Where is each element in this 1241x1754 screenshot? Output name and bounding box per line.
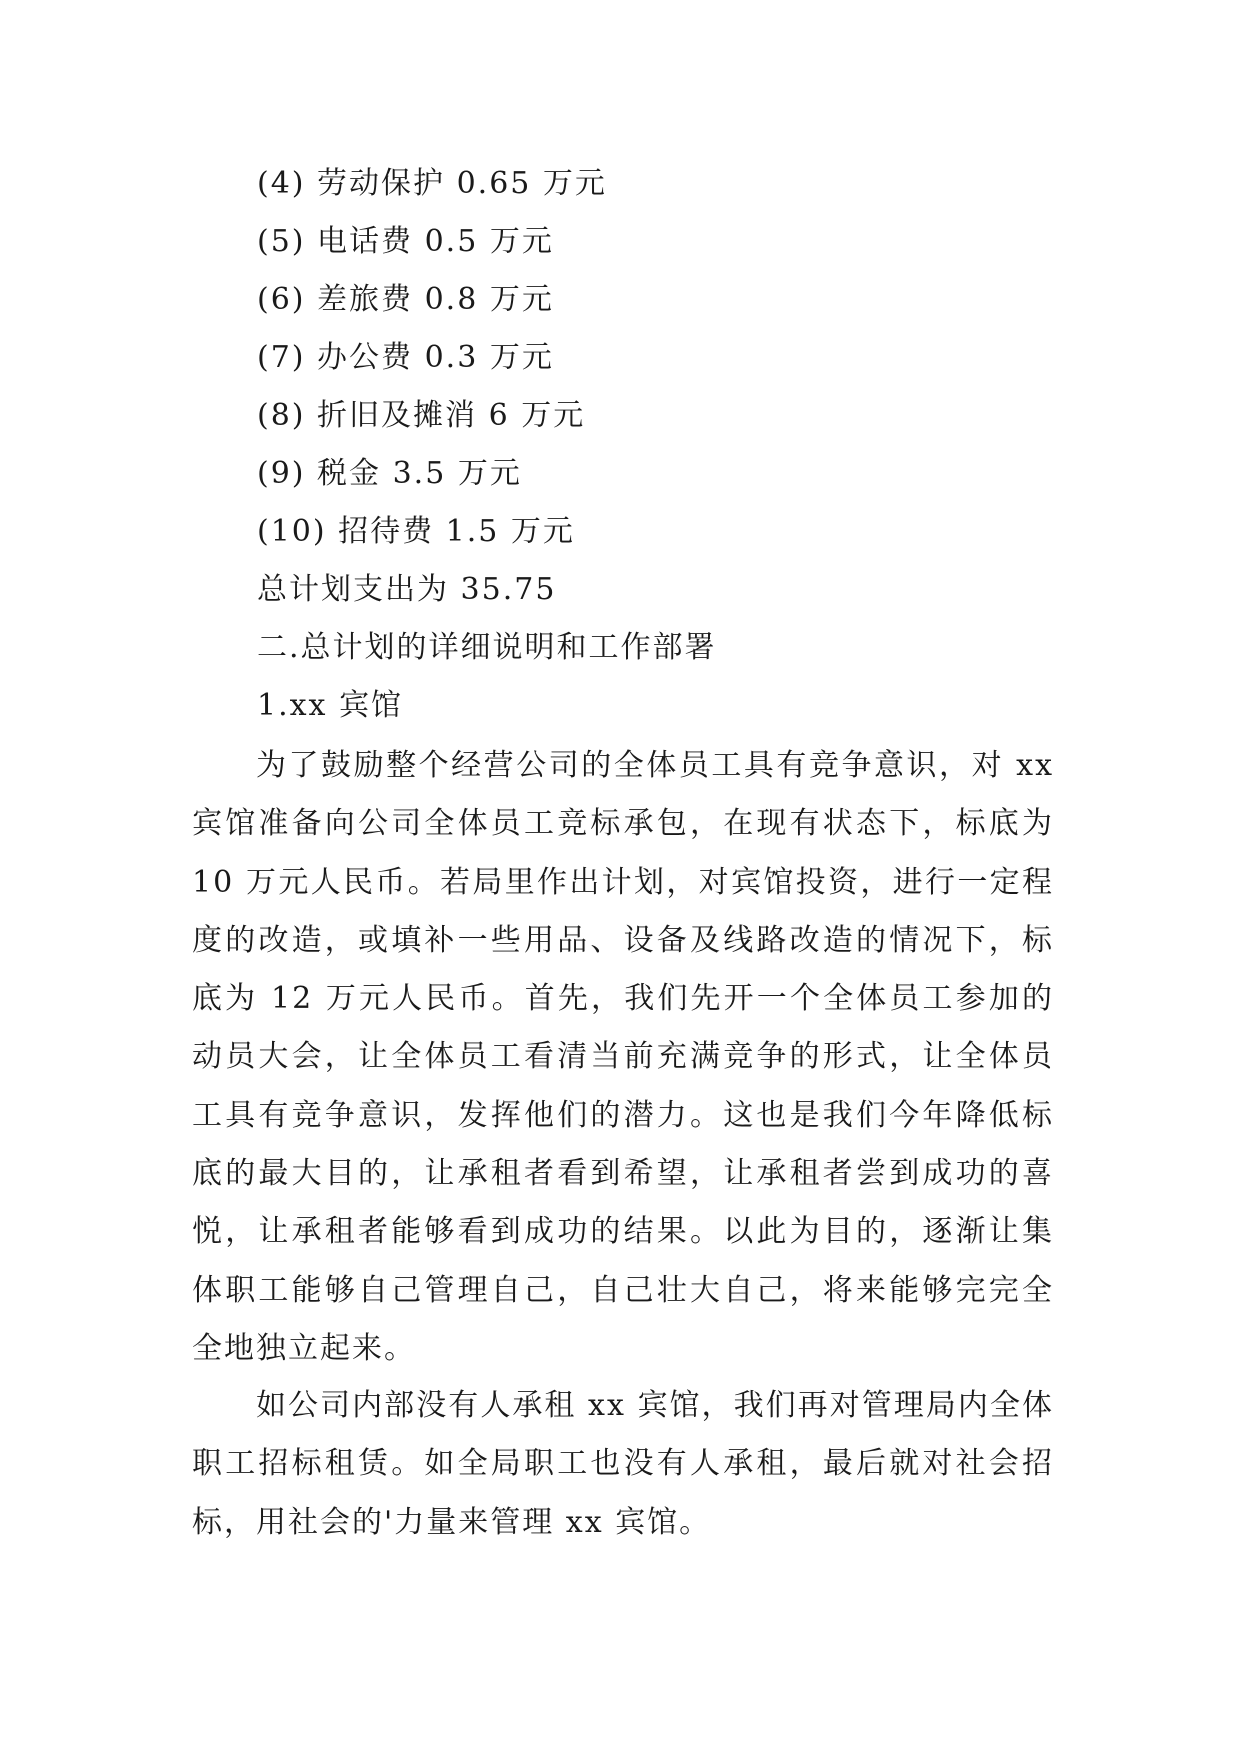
body-paragraph: 如公司内部没有人承租 xx 宾馆，我们再对管理局内全体职工招标租赁。如全局职工也没有人承租，最后就对社会招标，用社会的'力量来管理 xx 宾馆。 <box>192 1388 1054 1540</box>
list-item: (4) 劳动保护 0.65 万元 <box>257 166 607 201</box>
list-item: (7) 办公费 0.3 万元 <box>257 340 554 375</box>
list-item: (5) 电话费 0.5 万元 <box>257 224 554 259</box>
list-item: (9) 税金 3.5 万元 <box>257 456 522 491</box>
body-paragraph: 为了鼓励整个经营公司的全体员工具有竞争意识，对 xx 宾馆准备向公司全体员工竞标承包，在现有状态下，标底为 10 万元人民币。若局里作出计划，对宾馆投资，进行一定程度的改造，或填补一些用品、设备及线路改造的情况下，标底为 12 万元人民币。首先，我们先开一个全体员工参加的动员大会，让全体员工看清当前充满竞争的形式，让全体员工具有竞争意识，发挥他们的潜力。这也是我们今年降低标底的最大目的，让承租者看到希望，让承租者尝到成功的喜悦，让承租者能够看到成功的结果。以此为目的，逐渐让集体职工能够自己管理自己，自己壮大自己，将来能够完完全全地独立起来。 <box>192 748 1054 1366</box>
section-heading: 二.总计划的详细说明和工作部署 <box>257 630 717 665</box>
list-item: (8) 折旧及摊消 6 万元 <box>257 398 586 433</box>
subsection-heading: 1.xx 宾馆 <box>257 688 403 723</box>
total-line: 总计划支出为 35.75 <box>257 572 557 607</box>
list-item: (6) 差旅费 0.8 万元 <box>257 282 554 317</box>
list-item: (10) 招待费 1.5 万元 <box>257 514 575 549</box>
